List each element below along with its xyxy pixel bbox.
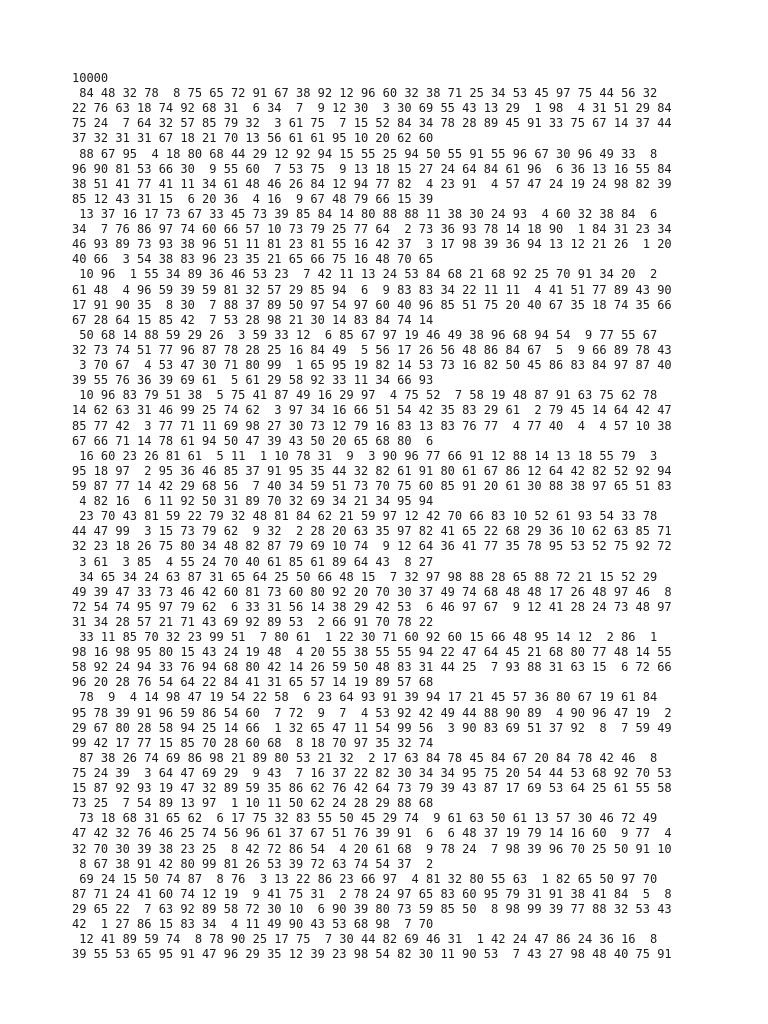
number-row: 84 48 32 78 8 75 65 72 91 67 38 92 12 96 60 32 38 71 25 34 53 45 97 75 44 56 32 <box>72 86 658 101</box>
number-row: 59 87 77 14 42 29 68 56 7 40 34 59 51 73 70 75 60 85 91 20 61 30 88 38 97 65 51 83 <box>72 478 672 493</box>
number-row: 3 70 67 4 53 47 30 71 80 99 1 65 95 19 82 14 53 73 16 82 50 45 86 83 84 97 87 40 <box>72 358 672 373</box>
number-row: 98 16 98 95 80 15 43 24 19 48 4 20 55 38 55 55 94 22 47 64 45 21 68 80 77 48 14 55 <box>72 645 672 660</box>
number-row: 95 78 39 91 96 59 86 54 60 7 72 9 7 4 53 92 42 49 44 88 90 89 4 90 96 47 19 2 <box>72 705 672 720</box>
number-row: 47 42 32 76 46 25 74 56 96 61 37 67 51 76 39 91 6 6 48 37 19 79 14 16 60 9 77 4 <box>72 826 672 841</box>
number-row: 32 23 18 26 75 80 34 48 82 87 79 69 10 74 9 12 64 36 41 77 35 78 95 53 52 75 92 72 <box>72 539 672 554</box>
number-row: 96 90 81 53 66 30 9 55 60 7 53 75 9 13 18 15 27 24 64 84 61 96 6 36 13 16 55 84 <box>72 161 672 176</box>
number-row: 10 96 83 79 51 38 5 75 41 87 49 16 29 97 4 75 52 7 58 19 48 87 91 63 75 62 78 <box>72 388 658 403</box>
number-row: 72 54 74 95 97 79 62 6 33 31 56 14 38 29 42 53 6 46 97 67 9 12 41 28 24 73 48 97 <box>72 599 672 614</box>
number-row: 96 20 28 76 54 64 22 84 41 31 65 57 14 19 89 57 68 <box>72 675 434 690</box>
number-row: 75 24 39 3 64 47 69 29 9 43 7 16 37 22 82 30 34 34 95 75 20 54 44 53 68 92 70 53 <box>72 766 672 781</box>
number-row: 32 73 74 51 77 96 87 78 28 25 16 84 49 5 56 17 26 56 48 86 84 67 5 9 66 89 78 43 <box>72 342 672 357</box>
number-row: 95 18 97 2 95 36 46 85 37 91 95 35 44 32 82 61 91 80 61 67 86 12 64 42 82 52 92 94 <box>72 463 672 478</box>
number-row: 13 37 16 17 73 67 33 45 73 39 85 84 14 80 88 88 11 38 30 24 93 4 60 32 38 84 6 <box>72 206 658 221</box>
number-row: 34 65 34 24 63 87 31 65 64 25 50 66 48 15 7 32 97 98 88 28 65 88 72 21 15 52 29 <box>72 569 658 584</box>
number-row: 23 70 43 81 59 22 79 32 48 81 84 62 21 59 97 12 42 70 66 83 10 52 61 93 54 33 78 <box>72 509 658 524</box>
number-row: 85 77 42 3 77 71 11 69 98 27 30 73 12 79 16 83 13 83 76 77 4 77 40 4 4 57 10 38 <box>72 418 672 433</box>
number-row: 29 65 22 7 63 92 89 58 72 30 10 6 90 39 80 73 59 85 50 8 98 99 39 77 88 32 53 43 <box>72 902 672 917</box>
number-row: 67 66 71 14 78 61 94 50 47 39 43 50 20 65 68 80 6 <box>72 433 434 448</box>
number-row: 49 39 47 33 73 46 42 60 81 73 60 80 92 20 70 30 37 49 74 68 48 48 17 26 48 97 46 8 <box>72 584 672 599</box>
number-row: 3 61 3 85 4 55 24 70 40 61 85 61 89 64 43 8 27 <box>72 554 434 569</box>
number-row: 85 12 43 31 15 6 20 36 4 16 9 67 48 79 66 15 39 <box>72 191 434 206</box>
number-row: 75 24 7 64 32 57 85 79 32 3 61 75 7 15 52 84 34 78 28 89 45 91 33 75 67 14 37 44 <box>72 116 672 131</box>
number-row: 50 68 14 88 59 29 26 3 59 33 12 6 85 67 97 19 46 49 38 96 68 94 54 9 77 55 67 <box>72 327 658 342</box>
number-row: 88 67 95 4 18 80 68 44 29 12 92 94 15 55 25 94 50 55 91 55 96 67 30 96 49 33 8 <box>72 146 658 161</box>
number-row: 38 51 41 77 41 11 34 61 48 46 26 84 12 94 77 82 4 23 91 4 57 47 24 19 24 98 82 39 <box>72 176 672 191</box>
number-row: 34 7 76 86 97 74 60 66 57 10 73 79 25 77 64 2 73 36 93 78 14 18 90 1 84 31 23 34 <box>72 222 672 237</box>
number-row: 69 24 15 50 74 87 8 76 3 13 22 86 23 66 97 4 81 32 80 55 63 1 82 65 50 97 70 <box>72 871 658 886</box>
number-row: 22 76 63 18 74 92 68 31 6 34 7 9 12 30 3 30 69 55 43 13 29 1 98 4 31 51 29 84 <box>72 101 672 116</box>
number-row: 39 55 76 36 39 69 61 5 61 29 58 92 33 11 34 66 93 <box>72 373 434 388</box>
number-row: 87 71 24 41 60 74 12 19 9 41 75 31 2 78 24 97 65 83 60 95 79 31 91 38 41 84 5 8 <box>72 886 672 901</box>
number-row: 58 92 24 94 33 76 94 68 80 42 14 26 59 50 48 83 31 44 25 7 93 88 31 63 15 6 72 66 <box>72 660 672 675</box>
number-row: 32 70 30 39 38 23 25 8 42 72 86 54 4 20 61 68 9 78 24 7 98 39 96 70 25 50 91 10 <box>72 841 672 856</box>
number-row: 42 1 27 86 15 83 34 4 11 49 90 43 53 68 98 7 70 <box>72 917 434 932</box>
number-listing <box>72 71 762 962</box>
number-row: 31 34 28 57 21 71 43 69 92 89 53 2 66 91 70 78 22 <box>72 614 434 629</box>
number-row: 39 55 53 65 95 91 47 96 29 35 12 39 23 98 54 82 30 11 90 53 7 43 27 98 48 40 75 91 <box>72 947 672 962</box>
number-row: 46 93 89 73 93 38 96 51 11 81 23 81 55 16 42 37 3 17 98 39 36 94 13 12 21 26 1 20 <box>72 237 672 252</box>
number-row: 17 91 90 35 8 30 7 88 37 89 50 97 54 97 60 40 96 85 51 75 20 40 67 35 18 74 35 66 <box>72 297 672 312</box>
number-row: 73 25 7 54 89 13 97 1 10 11 50 62 24 28 29 88 68 <box>72 796 434 811</box>
number-row: 14 62 63 31 46 99 25 74 62 3 97 34 16 66 51 54 42 35 83 29 61 2 79 45 14 64 42 47 <box>72 403 672 418</box>
number-row: 16 60 23 26 81 61 5 11 1 10 78 31 9 3 90 96 77 66 91 12 88 14 13 18 55 79 3 <box>72 448 658 463</box>
number-row: 10 96 1 55 34 89 36 46 53 23 7 42 11 13 24 53 84 68 21 68 92 25 70 91 34 20 2 <box>72 267 658 282</box>
number-row: 4 82 16 6 11 92 50 31 89 70 32 69 34 21 34 95 94 <box>72 494 434 509</box>
number-row: 99 42 17 77 15 85 70 28 60 68 8 18 70 97 35 32 74 <box>72 735 434 750</box>
number-row: 44 47 99 3 15 73 79 62 9 32 2 28 20 63 35 97 82 41 65 22 68 29 36 10 62 63 85 71 <box>72 524 672 539</box>
count-line: 10000 <box>72 71 109 85</box>
number-row: 87 38 26 74 69 86 98 21 89 80 53 21 32 2 17 63 84 78 45 84 67 20 84 78 42 46 8 <box>72 750 658 765</box>
number-row: 73 18 68 31 65 62 6 17 75 32 83 55 50 45 29 74 9 61 63 50 61 13 57 30 46 72 49 <box>72 811 658 826</box>
number-row: 12 41 89 59 74 8 78 90 25 17 75 7 30 44 82 69 46 31 1 42 24 47 86 24 36 16 8 <box>72 932 658 947</box>
number-row: 67 28 64 15 85 42 7 53 28 98 21 30 14 83 84 74 14 <box>72 312 434 327</box>
number-row: 29 67 80 28 58 94 25 14 66 1 32 65 47 11 54 99 56 3 90 83 69 51 37 92 8 7 59 49 <box>72 720 672 735</box>
number-row: 15 87 92 93 19 47 32 89 59 35 86 62 76 42 64 73 79 39 43 87 17 69 53 64 25 61 55 58 <box>72 781 672 796</box>
number-row: 78 9 4 14 98 47 19 54 22 58 6 23 64 93 91 39 94 17 21 45 57 36 80 67 19 61 84 <box>72 690 658 705</box>
number-row: 40 66 3 54 38 83 96 23 35 21 65 66 75 16 48 70 65 <box>72 252 434 267</box>
number-row: 61 48 4 96 59 39 59 81 32 57 29 85 94 6 9 83 83 34 22 11 11 4 41 51 77 89 43 90 <box>72 282 672 297</box>
number-row: 33 11 85 70 32 23 99 51 7 80 61 1 22 30 71 60 92 60 15 66 48 95 14 12 2 86 1 <box>72 630 658 645</box>
number-row: 37 32 31 31 67 18 21 70 13 56 61 61 95 10 20 62 60 <box>72 131 434 146</box>
number-row: 8 67 38 91 42 80 99 81 26 53 39 72 63 74 54 37 2 <box>72 856 434 871</box>
